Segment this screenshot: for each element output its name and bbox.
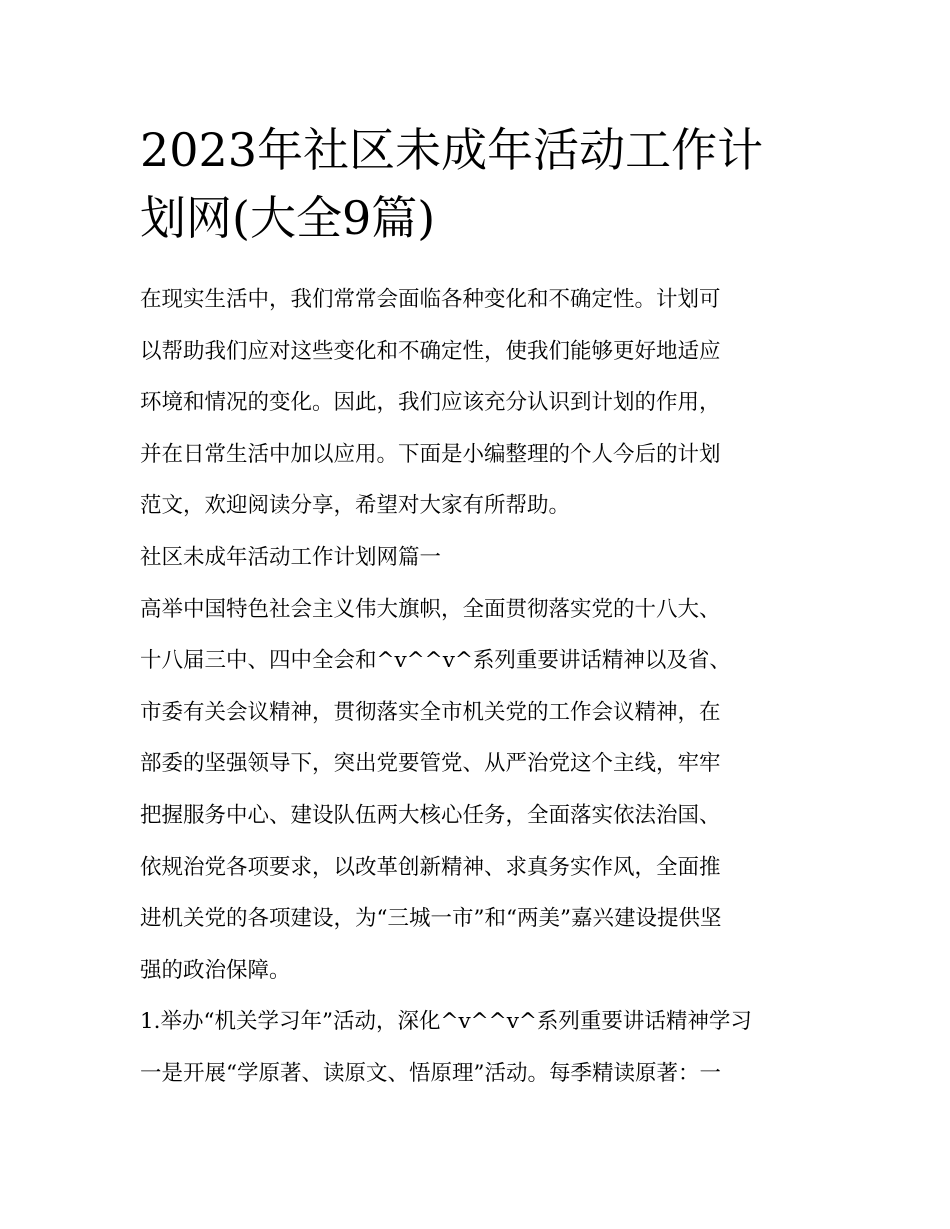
body-line: 以帮助我们应对这些变化和不确定性，使我们能够更好地适应 <box>140 338 721 364</box>
body-line: 把握服务中心、建设队伍两大核心任务，全面落实依法治国、 <box>140 802 721 828</box>
title-line-1: 2023年社区未成年活动工作计 <box>140 123 764 177</box>
body-line: 在现实生活中，我们常常会面临各种变化和不确定性。计划可 <box>140 287 721 312</box>
body-line: 一是开展“学原著、读原文、悟原理”活动。每季精读原著：一 <box>140 1060 721 1086</box>
body-line: 范文，欢迎阅读分享，希望对大家有所帮助。 <box>140 493 571 519</box>
body-line: 依规治党各项要求，以改革创新精神、求真务实作风，全面推 <box>140 854 721 880</box>
body-line: 高举中国特色社会主义伟大旗帜，全面贯彻落实党的十八大、 <box>140 596 721 622</box>
title-line-2: 划网(大全9篇) <box>140 191 436 245</box>
body-line: 强的政治保障。 <box>140 957 291 983</box>
document-body <box>140 278 820 1104</box>
document-title <box>140 116 820 252</box>
body-line: 进机关党的各项建设，为“三城一市”和“两美”嘉兴建设提供坚 <box>140 906 722 932</box>
body-line: 部委的坚强领导下，突出党要管党、从严治党这个主线，牢牢 <box>140 751 721 777</box>
body-line: 十八届三中、四中全会和^v^^v^系列重要讲话精神以及省、 <box>140 648 731 674</box>
section-heading: 社区未成年活动工作计划网篇一 <box>140 544 442 570</box>
body-line: 环境和情况的变化。因此，我们应该充分认识到计划的作用， <box>140 390 721 416</box>
body-line: 市委有关会议精神，贯彻落实全市机关党的工作会议精神，在 <box>140 699 721 725</box>
body-line: 并在日常生活中加以应用。下面是小编整理的个人今后的计划 <box>140 441 721 467</box>
list-item-heading: 1.举办“机关学习年”活动，深化^v^^v^系列重要讲话精神学习 <box>140 1009 752 1035</box>
